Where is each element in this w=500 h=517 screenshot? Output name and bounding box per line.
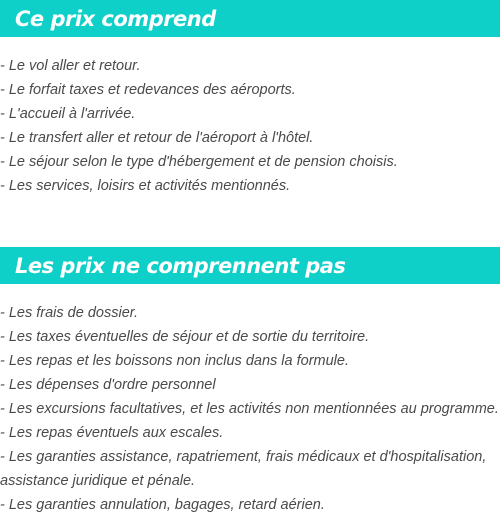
list-item: - Les services, loisirs et activités mentionnés. xyxy=(0,178,291,194)
list-item: - Le vol aller et retour. xyxy=(0,58,141,74)
list-item: - Les repas et les boissons non inclus dans la formule. xyxy=(0,353,349,369)
list-item: - Les excursions facultatives, et les activités non mentionnées au programme. xyxy=(0,401,499,417)
list-item: - Les garanties annulation, bagages, retard aérien. xyxy=(0,497,325,513)
excluded-list xyxy=(0,301,500,517)
list-item: - Les garanties assistance, rapatriement, frais médicaux et d'hospitalisation, assistance juridique et pénale. xyxy=(0,449,487,489)
list-item: - Le transfert aller et retour de l'aéroport à l'hôtel. xyxy=(0,130,314,146)
included-list xyxy=(0,54,500,198)
list-item: - Les taxes éventuelles de séjour et de sortie du territoire. xyxy=(0,329,370,345)
section-header-excluded: Les prix ne comprennent pas xyxy=(0,247,500,284)
list-item: - Les frais de dossier. xyxy=(0,305,139,321)
list-item: - Les repas éventuels aux escales. xyxy=(0,425,224,441)
list-item: - Le forfait taxes et redevances des aéroports. xyxy=(0,82,296,98)
list-item: - Les dépenses d'ordre personnel xyxy=(0,377,216,393)
list-item: - Le séjour selon le type d'hébergement et de pension choisis. xyxy=(0,154,398,170)
list-item: - L'accueil à l'arrivée. xyxy=(0,106,136,122)
section-header-included: Ce prix comprend xyxy=(0,0,500,37)
